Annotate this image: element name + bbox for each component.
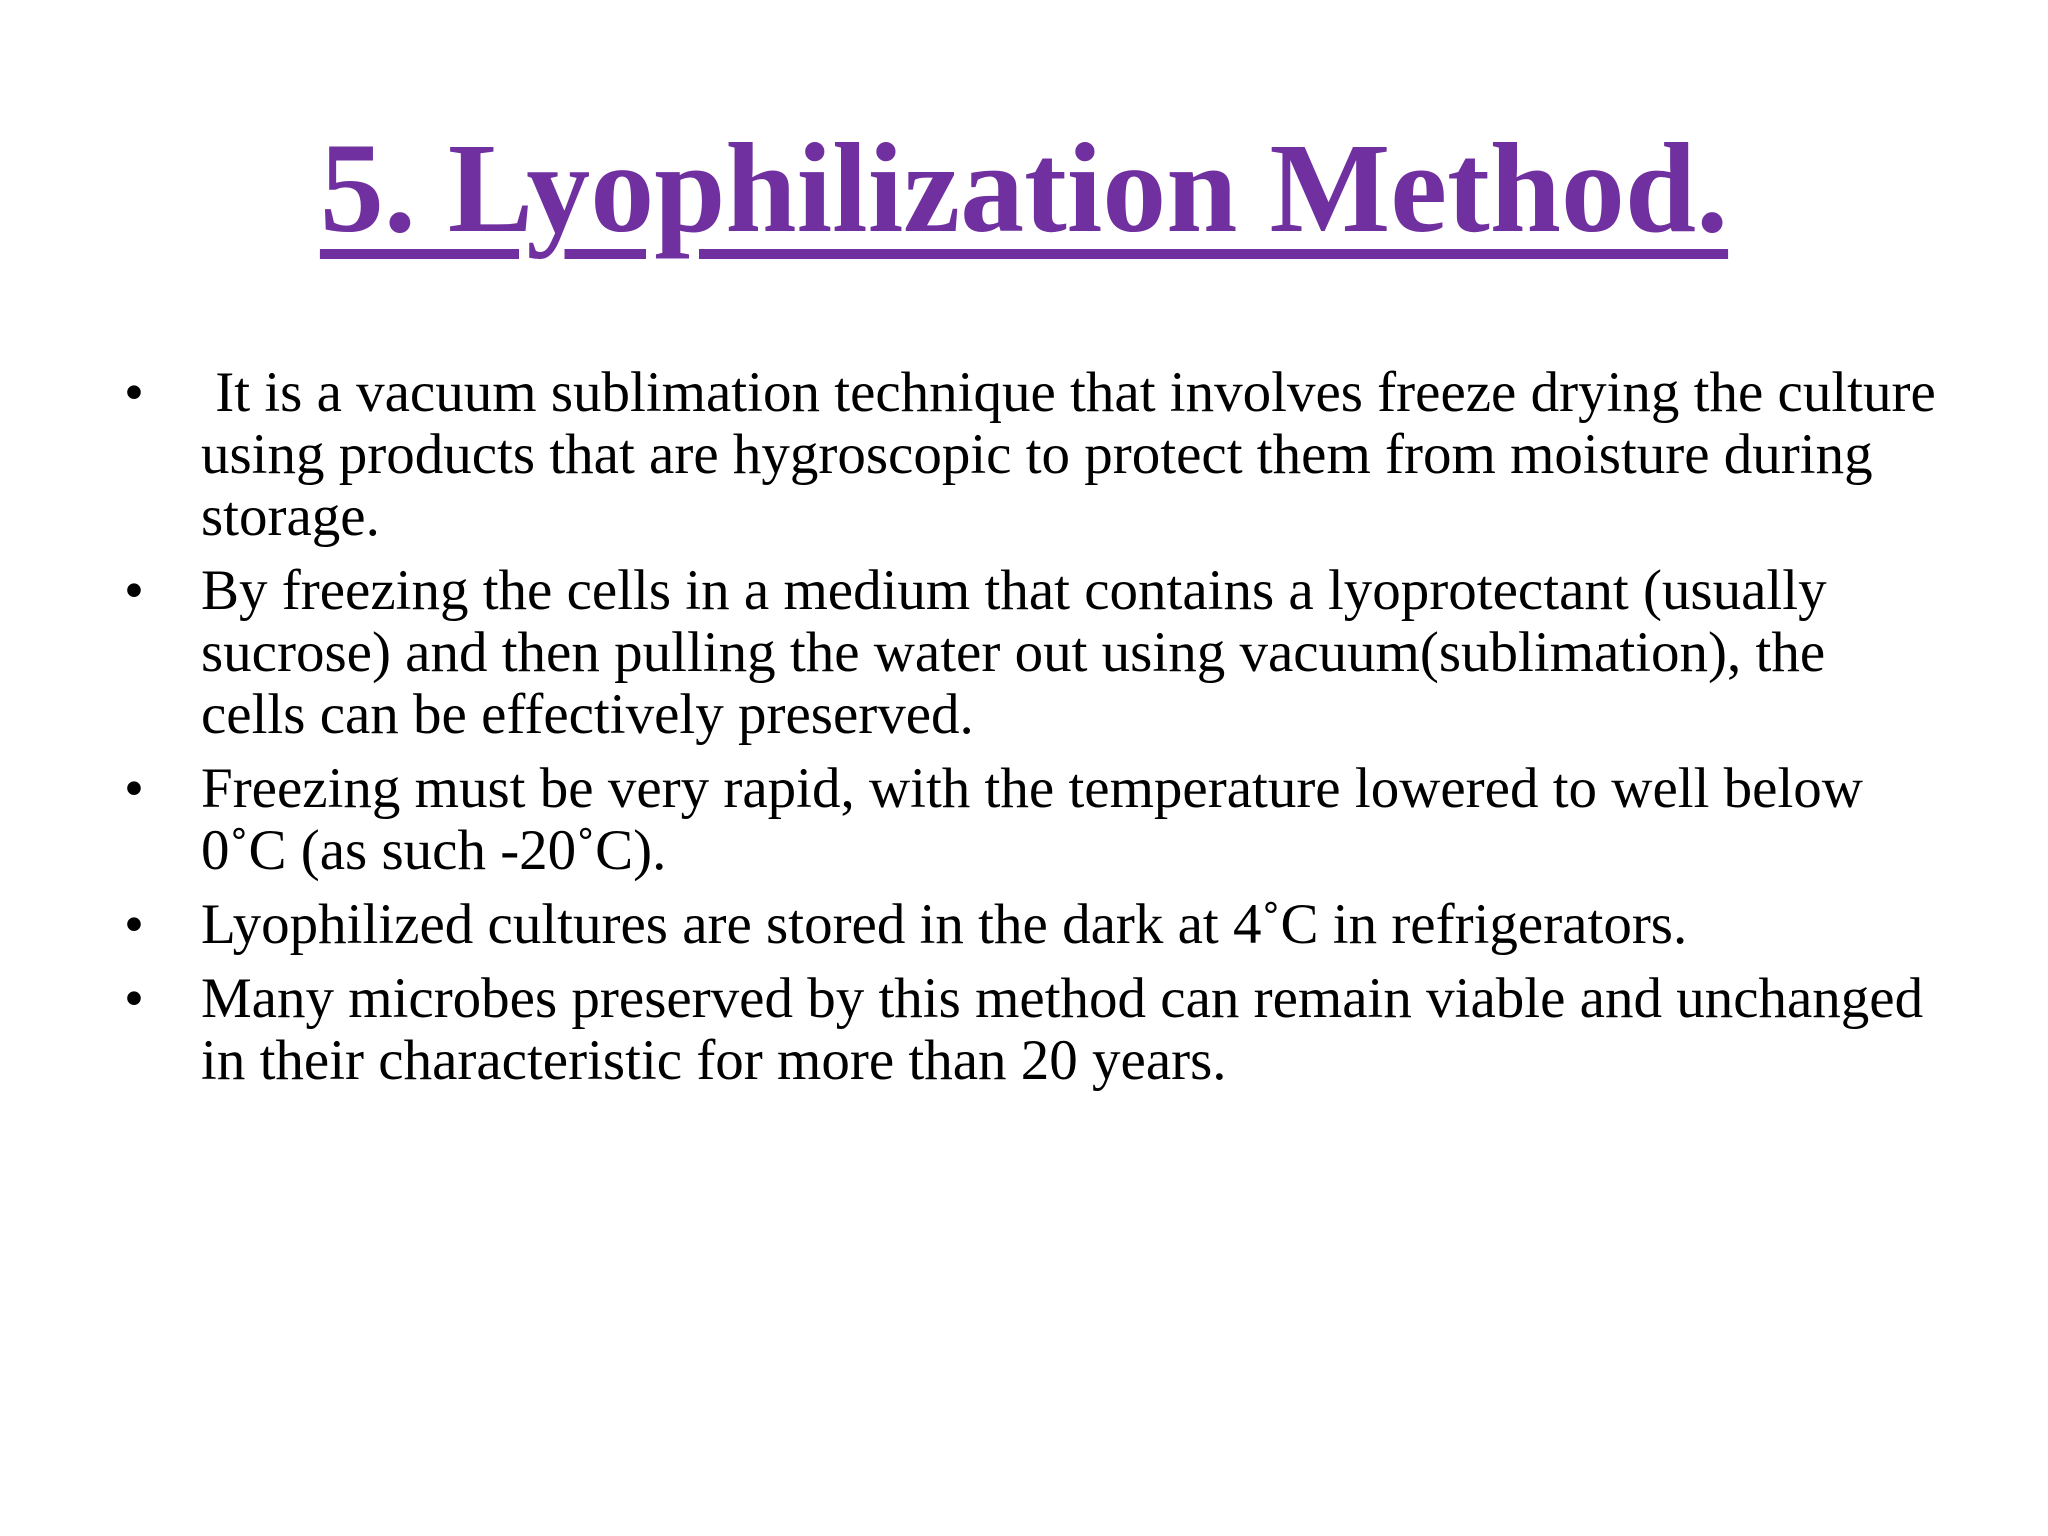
bullet-dot-icon: • [124, 757, 144, 820]
bullet-text: It is a vacuum sublimation technique that involves freeze drying the culture using products that are hygroscopic to protect them from moisture during storage. [201, 361, 1951, 548]
bullet-text: Many microbes preserved by this method can remain viable and unchanged in their characteristic for more than 20 years. [201, 967, 1924, 1092]
bullet-dot-icon: • [124, 893, 144, 956]
bullet-text: By freezing the cells in a medium that contains a lyoprotectant (usually sucrose) and then pulling the water out using vacuum(sublimation), the cells can be effectively preserved. [201, 559, 1827, 746]
bullet-dot-icon: • [124, 361, 144, 424]
bullet-item [120, 361, 1951, 548]
bullet-dot-icon: • [124, 967, 144, 1030]
bullet-item [120, 894, 1940, 956]
bullet-item [120, 560, 1940, 746]
bullet-item [120, 968, 1940, 1092]
bullet-item [120, 758, 1940, 882]
slide-title: 5. Lyophilization Method. [319, 117, 1729, 259]
bullet-dot-icon: • [124, 559, 144, 622]
bullet-text: Lyophilized cultures are stored in the dark at 4˚C in refrigerators. [201, 893, 1688, 956]
bullet-list [120, 361, 1951, 1104]
bullet-text: Freezing must be very rapid, with the temperature lowered to well below 0˚C (as such -20˚C). [201, 757, 1863, 882]
